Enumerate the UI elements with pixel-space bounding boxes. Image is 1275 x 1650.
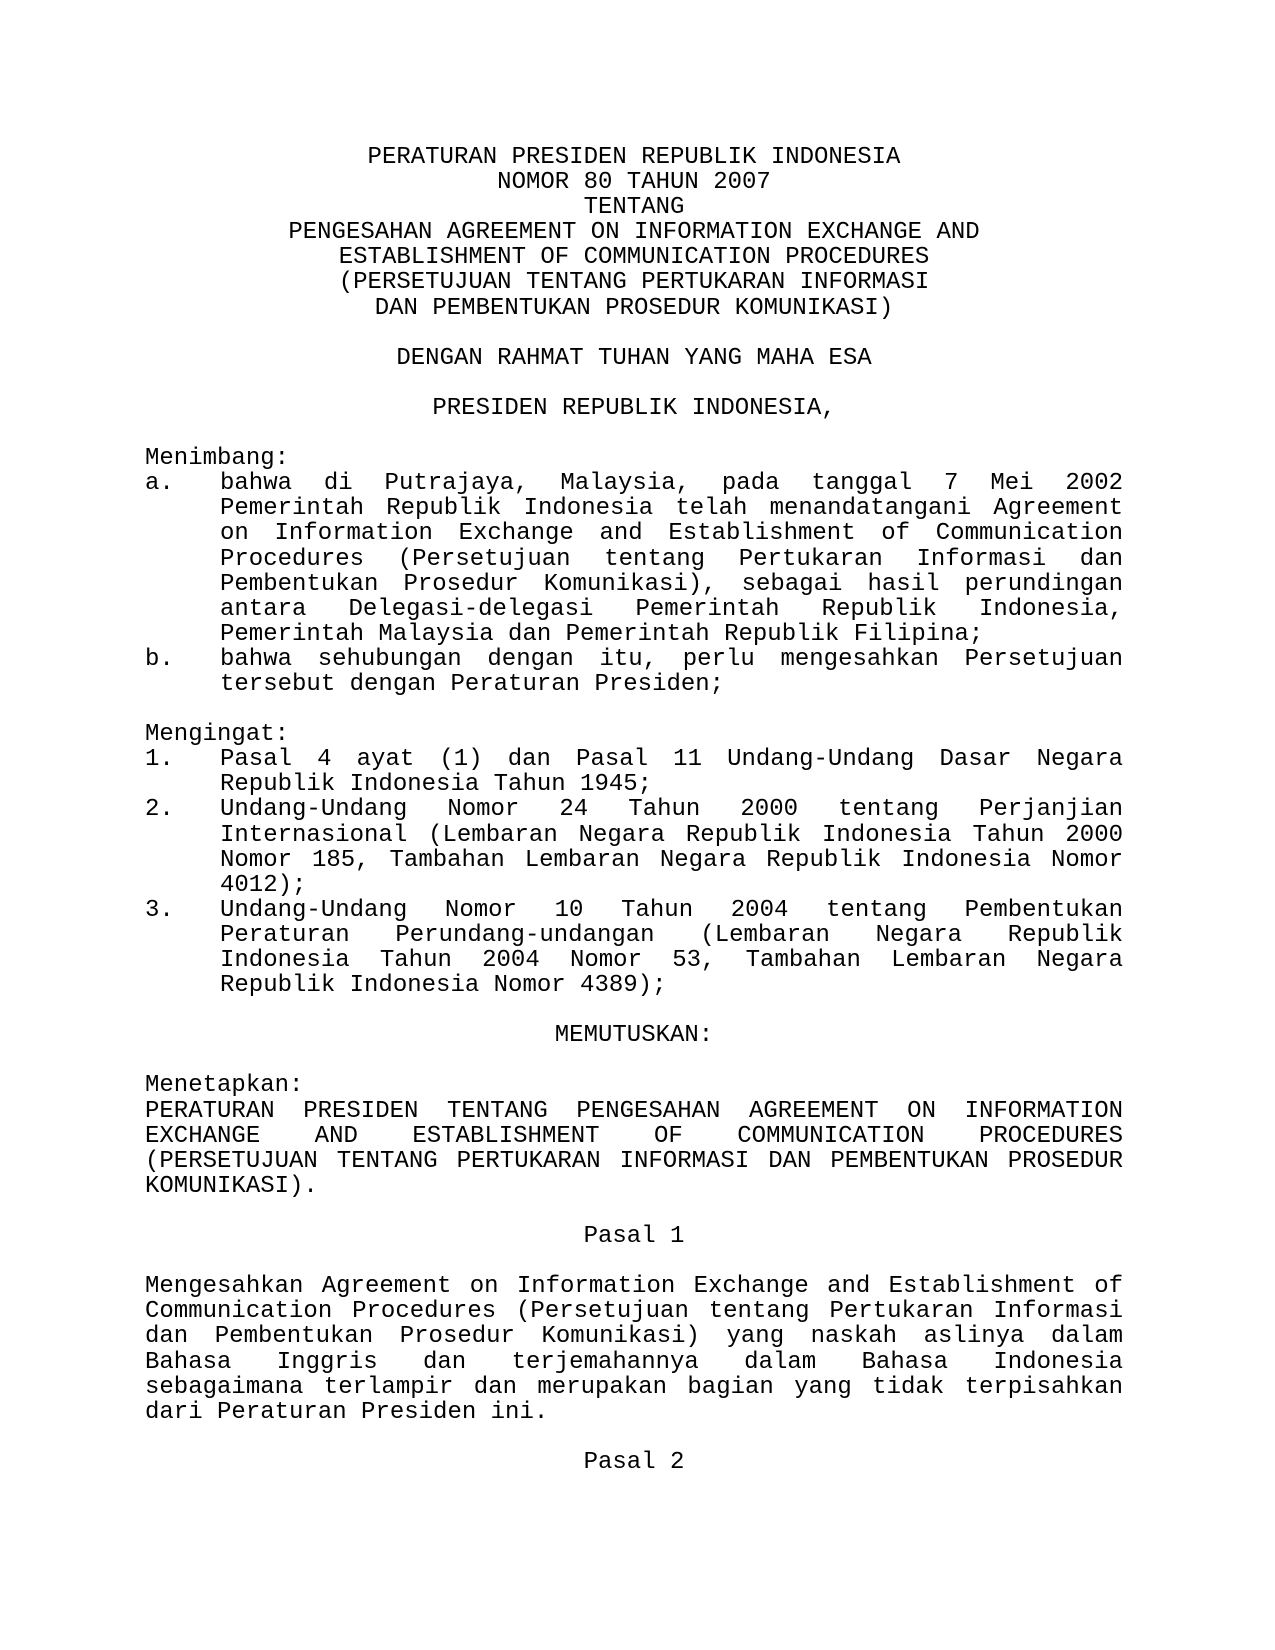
menetapkan-paragraph: [145, 1099, 1123, 1199]
pasal-2-heading: Pasal 2: [583, 1448, 685, 1476]
text-line: 4012);: [220, 871, 307, 899]
spacer: [145, 421, 1123, 446]
document-title-block: [145, 145, 1123, 321]
spacer: [145, 1048, 1123, 1073]
item-text: [220, 647, 1123, 697]
text-line: dan Pembentukan Prosedur Komunikasi) yang naskah aslinya dalam: [145, 1323, 1123, 1351]
spacer: [145, 1249, 1123, 1274]
text-line: sebagaimana terlampir dan merupakan bagian yang tidak terpisahkan: [145, 1373, 1123, 1401]
title-line-regulation: PERATURAN PRESIDEN REPUBLIK INDONESIA: [367, 144, 901, 171]
text-line: Internasional (Lembaran Negara Republik Indonesia Tahun 2000: [220, 821, 1123, 849]
spacer: [145, 998, 1123, 1023]
item-marker: 3.: [145, 896, 174, 924]
item-text: [220, 797, 1123, 897]
text-line: Indonesia Tahun 2004 Nomor 53, Tambahan Lembaran Negara: [220, 947, 1123, 974]
text-line: bahwa di Putrajaya, Malaysia, pada tanggal 7 Mei 2002: [220, 470, 1123, 498]
spacer: [145, 371, 1123, 396]
title-line-tentang: TENTANG: [583, 194, 685, 222]
item-text: [220, 898, 1123, 998]
text-line: Communication Procedures (Persetujuan tentang Pertukaran Informasi: [145, 1298, 1123, 1326]
text-line: tersebut dengan Peraturan Presiden;: [220, 670, 725, 698]
document-content: [145, 145, 1123, 1475]
title-line-subject-3: (PERSETUJUAN TENTANG PERTUKARAN INFORMASI: [338, 269, 930, 297]
item-marker: a.: [145, 470, 174, 498]
invocation-line: DENGAN RAHMAT TUHAN YANG MAHA ESA: [396, 344, 872, 372]
item-marker: b.: [145, 645, 174, 673]
item-marker: 2.: [145, 796, 174, 824]
title-line-number: NOMOR 80 TAHUN 2007: [497, 169, 771, 197]
text-line: Pemerintah Republik Indonesia telah menandatangani Agreement: [220, 495, 1123, 523]
text-line: Procedures (Persetujuan tentang Pertukaran Informasi dan: [220, 545, 1123, 573]
text-line: Undang-Undang Nomor 24 Tahun 2000 tentang Perjanjian: [220, 796, 1123, 824]
text-line: Pemerintah Malaysia dan Pemerintah Republik Filipina;: [220, 620, 984, 648]
text-line: dari Peraturan Presiden ini.: [145, 1398, 549, 1426]
text-line: Bahasa Inggris dan terjemahannya dalam Bahasa Indonesia: [145, 1348, 1123, 1376]
pasal-1-heading: Pasal 1: [583, 1223, 685, 1251]
spacer: [145, 1425, 1123, 1450]
text-line: PERATURAN PRESIDEN TENTANG PENGESAHAN AGREEMENT ON INFORMATION: [145, 1097, 1123, 1125]
pasal-1-paragraph: [145, 1274, 1123, 1425]
title-line-subject-2: ESTABLISHMENT OF COMMUNICATION PROCEDURES: [338, 244, 930, 272]
text-line: EXCHANGE AND ESTABLISHMENT OF COMMUNICATION PROCEDURES: [145, 1122, 1123, 1150]
menimbang-label: Menimbang:: [145, 445, 290, 473]
text-line: Peraturan Perundang-undangan (Lembaran Negara Republik: [220, 921, 1123, 949]
text-line: on Information Exchange and Establishment of Communication: [220, 520, 1123, 548]
text-line: Nomor 185, Tambahan Lembaran Negara Republik Indonesia Nomor: [220, 846, 1123, 874]
item-marker: 1.: [145, 746, 174, 774]
item-text: [220, 471, 1123, 647]
consideration-item-a: [145, 471, 1123, 647]
text-line: Pasal 4 ayat (1) dan Pasal 11 Undang-Undang Dasar Negara: [220, 746, 1123, 774]
consideration-item-b: [145, 647, 1123, 697]
text-line: antara Delegasi-delegasi Pemerintah Republik Indonesia,: [220, 595, 1123, 623]
memutuskan-heading: MEMUTUSKAN:: [554, 1022, 714, 1050]
mengingat-label: Mengingat:: [145, 721, 290, 749]
text-line: bahwa sehubungan dengan itu, perlu mengesahkan Persetujuan: [220, 645, 1123, 673]
salutation-line: PRESIDEN REPUBLIK INDONESIA,: [432, 394, 836, 422]
spacer: [145, 1199, 1123, 1224]
legal-basis-item-3: [145, 898, 1123, 998]
text-line: Republik Indonesia Tahun 1945;: [220, 771, 653, 799]
text-line: (PERSETUJUAN TENTANG PERTUKARAN INFORMASI DAN PEMBENTUKAN PROSEDUR: [145, 1147, 1123, 1175]
spacer: [145, 697, 1123, 722]
legal-basis-item-1: [145, 747, 1123, 797]
title-line-subject-1: PENGESAHAN AGREEMENT ON INFORMATION EXCHANGE AND: [288, 219, 980, 247]
spacer: [145, 321, 1123, 346]
text-line: Mengesahkan Agreement on Information Exchange and Establishment of: [145, 1273, 1123, 1301]
text-line: Undang-Undang Nomor 10 Tahun 2004 tentang Pembentukan: [220, 896, 1123, 924]
text-line: Pembentukan Prosedur Komunikasi), sebagai hasil perundingan: [220, 570, 1123, 598]
menetapkan-label: Menetapkan:: [145, 1072, 304, 1100]
item-text: [220, 747, 1123, 797]
legal-basis-item-2: [145, 797, 1123, 897]
text-line: KOMUNIKASI).: [145, 1172, 318, 1200]
title-line-subject-4: DAN PEMBENTUKAN PROSEDUR KOMUNIKASI): [374, 294, 894, 322]
text-line: Republik Indonesia Nomor 4389);: [220, 972, 667, 1000]
